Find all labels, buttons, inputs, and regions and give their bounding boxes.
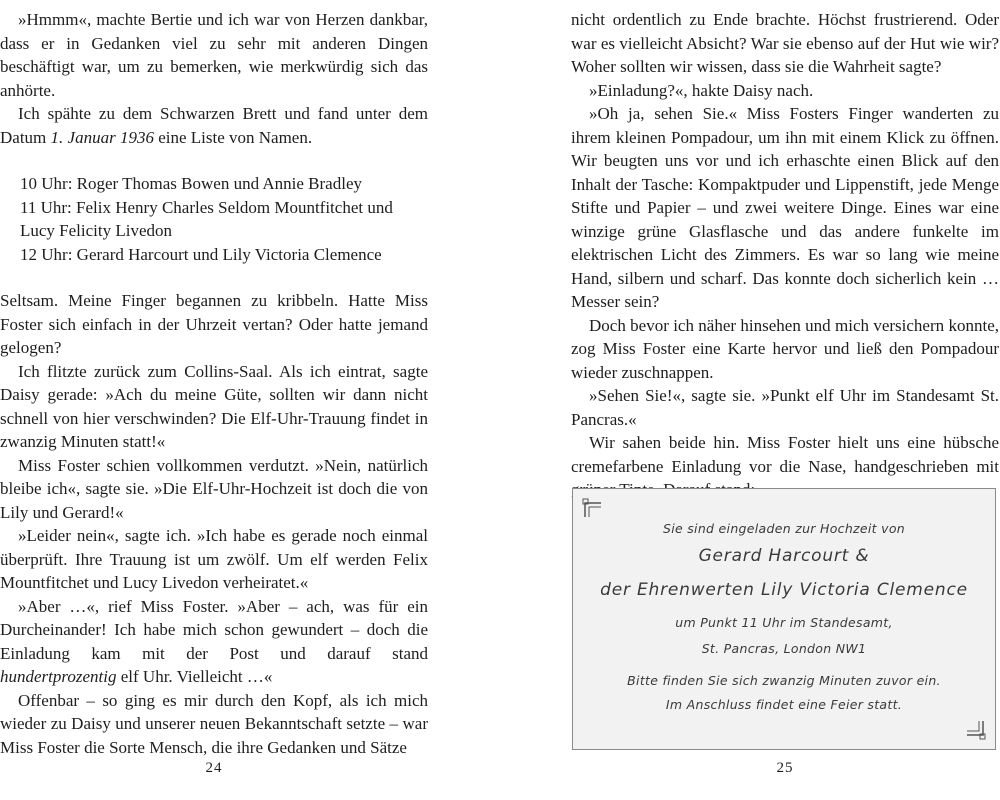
paragraph: »Einladung?«, hakte Daisy nach.: [589, 80, 814, 100]
paragraph: Offenbar – so ging es mir durch den Kopf, als ich mich wieder zu Daisy und unserer neuen Bekanntschaft setzte – war Miss Foster die Sorte Mensch, die ihre Gedanken und Sätze: [0, 690, 428, 757]
paragraph: »Hmmm«, machte Bertie und ich war von Herzen dankbar, dass er in Gedanken viel zu sehr mit anderen Dingen beschäftigt war, um zu bemerken, wie merkwürdig sich das anhörte.: [0, 10, 428, 100]
left-text-column: [0, 8, 428, 759]
paragraph: nicht ordentlich zu Ende brachte. Höchst frustrierend. Oder war es vielleicht Absicht? War sie ebenso auf der Hut wie wir? Woher sollten wir wissen, dass sie die Wahrheit sagte?: [571, 10, 999, 76]
paragraph: »Oh ja, sehen Sie.« Miss Fosters Finger wanderten zu ihrem kleinen Pompadour, um ihn mit einem Klick zu öffnen. Wir beugten uns vor und ich erhaschte einen Blick auf den Inhalt der Tasche: Kompaktpuder und Lippenstift, jede Menge Stifte und Papier – und zwei weitere Dinge. Eines war eine winzige grüne Glasflasche und das andere funkelte im elektrischen Licht des Zimmers. Es war so lang wie meine Hand, silbern und scharf. Das konnte doch sicherlich kein … Messer sein?: [571, 104, 999, 311]
page-number-right: 25: [776, 760, 794, 776]
emphasis-italic: hundertprozentig: [0, 667, 117, 686]
list-item: 10 Uhr: Roger Thomas Bowen und Annie Bradley: [20, 174, 363, 193]
invitation-bride: der Ehrenwerten Lily Victoria Clemence: [600, 580, 968, 600]
paragraph: Miss Foster schien vollkommen verdutzt. »Nein, natürlich bleibe ich«, sagte sie. »Die Elf-Uhr-Hochzeit ist doch die von Lily und Gerard!«: [0, 455, 428, 522]
right-text-column: [571, 8, 999, 502]
invitation-line: um Punkt 11 Uhr im Standesamt,: [675, 615, 893, 630]
invitation-line: Sie sind eingeladen zur Hochzeit von: [662, 521, 906, 536]
wedding-schedule-list: [20, 172, 428, 266]
paragraph: Ich spähte zu dem Schwarzen Brett und fand unter dem Datum 1. Januar 1936 eine Liste von Namen.: [0, 104, 428, 147]
paragraph: Doch bevor ich näher hinsehen und mich versichern konnte, zog Miss Foster eine Karte hervor und ließ den Pompadour wieder zuschnappen.: [571, 315, 999, 382]
invitation-card: [572, 488, 996, 750]
list-item: 12 Uhr: Gerard Harcourt und Lily Victoria Clemence: [20, 244, 382, 264]
paragraph: Wir sahen beide hin. Miss Foster hielt uns eine hübsche cremefarbene Einladung vor die Nase, handgeschrieben mit: [571, 433, 999, 476]
paragraph: »Aber …«, rief Miss Foster. »Aber – ach, was für ein Durcheinander! Ich habe mich schon gewundert – doch die Einladung kam mit der Post und darauf stand hundertprozentig elf Uhr. Vielleicht …«: [0, 596, 428, 686]
invitation-groom: Gerard Harcourt &: [698, 546, 870, 566]
invitation-line: St. Pancras, London NW1: [701, 641, 867, 656]
list-item: 11 Uhr: Felix Henry Charles Seldom Mountfitchet und: [20, 197, 393, 217]
paragraph: »Sehen Sie!«, sagte sie. »Punkt elf Uhr im Standesamt St. Pancras.«: [571, 386, 999, 429]
invitation-text: [593, 519, 975, 715]
page-number-left: 24: [205, 760, 223, 776]
paragraph: Seltsam. Meine Finger begannen zu kribbeln. Hatte Miss Foster sich einfach in der Uhrzeit vertan? Oder hatte jemand gelogen?: [0, 291, 428, 357]
paragraph: Ich flitzte zurück zum Collins-Saal. Als ich eintrat, sagte Daisy gerade: »Ach du meine Güte, sollten wir dann nicht schnell von hier verschwinden? Die Elf-Uhr-Trauung findet in zwanzig Minuten statt!«: [0, 361, 428, 451]
paragraph: »Leider nein«, sagte ich. »Ich habe es gerade noch einmal überprüft. Ihre Trauung ist um zwölf. Um elf werden Felix Mountfitchet und Lucy Livedon verheiratet.«: [0, 526, 428, 592]
date-italic: 1. Januar 1936: [50, 127, 154, 147]
list-item: Lucy Felicity Livedon: [20, 221, 173, 240]
invitation-line: Im Anschluss findet eine Feier statt.: [665, 697, 903, 712]
left-page: [0, 0, 428, 776]
invitation-line: Bitte finden Sie sich zwanzig Minuten zuvor ein.: [627, 673, 941, 688]
